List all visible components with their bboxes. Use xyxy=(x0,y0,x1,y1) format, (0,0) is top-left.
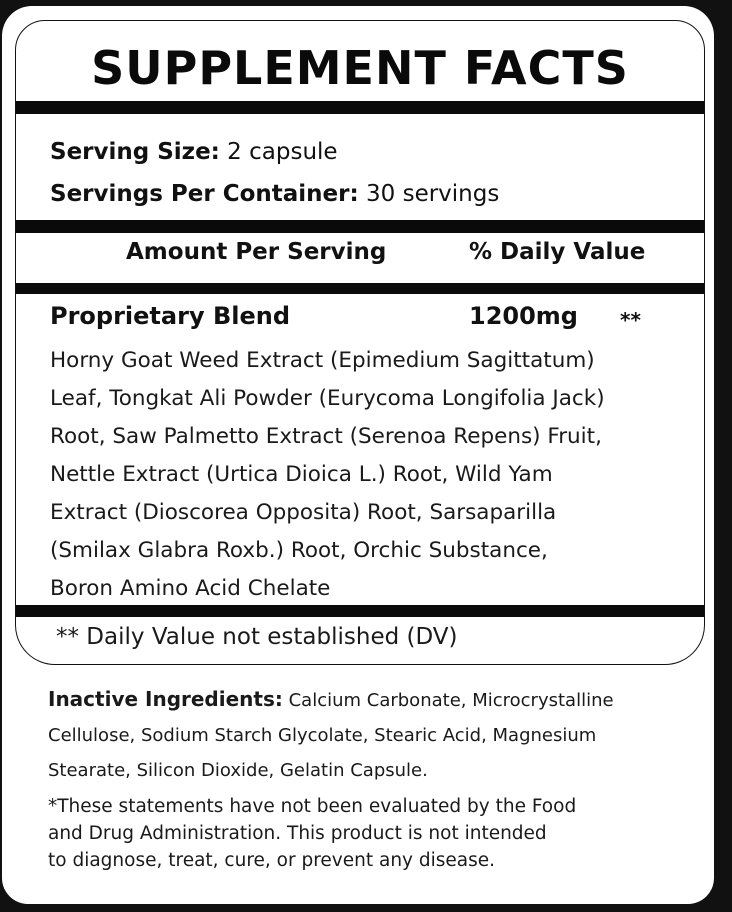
amount-per-serving-header: Amount Per Serving xyxy=(126,239,387,265)
blend-amount: 1200mg xyxy=(469,302,578,330)
serving-size xyxy=(50,131,499,173)
divider-thick xyxy=(16,220,704,233)
servings-per-container-label: Servings Per Container: xyxy=(50,181,359,207)
disclaimer-line: and Drug Administration. This product is not intended xyxy=(48,823,547,844)
disclaimer-line: to diagnose, treat, cure, or prevent any disease. xyxy=(48,850,496,871)
ingredient-line: Horny Goat Weed Extract (Epimedium Sagittatum) xyxy=(50,348,595,373)
divider-thick xyxy=(16,605,704,617)
divider-thick xyxy=(16,283,704,294)
ingredient-line: Nettle Extract (Urtica Dioica L.) Root, Wild Yam xyxy=(50,462,553,487)
servings-per-container-value: 30 servings xyxy=(358,181,500,207)
serving-size-value: 2 capsule xyxy=(219,139,338,165)
serving-size-label: Serving Size: xyxy=(50,139,220,165)
serving-info xyxy=(50,131,499,215)
ingredient-line: Extract (Dioscorea Opposita) Root, Sarsaparilla xyxy=(50,500,557,525)
fda-disclaimer xyxy=(48,793,688,874)
servings-per-container xyxy=(50,173,499,215)
blend-daily-value: ** xyxy=(620,308,641,332)
inactive-line: Calcium Carbonate, Microcrystalline xyxy=(282,690,614,711)
supplement-facts-label xyxy=(2,6,714,904)
blend-name: Proprietary Blend xyxy=(50,302,290,330)
label-title: SUPPLEMENT FACTS xyxy=(91,41,629,95)
daily-value-header: % Daily Value xyxy=(469,239,646,265)
inactive-ingredients xyxy=(48,682,688,788)
inactive-line: Stearate, Silicon Dioxide, Gelatin Capsule. xyxy=(48,760,428,781)
facts-panel xyxy=(15,20,705,665)
blend-ingredients xyxy=(50,342,690,608)
ingredient-line: Boron Amino Acid Chelate xyxy=(50,576,331,601)
disclaimer-line: *These statements have not been evaluated by the Food xyxy=(48,796,577,817)
inactive-ingredients-label: Inactive Ingredients: xyxy=(48,687,283,711)
daily-value-footnote: ** Daily Value not established (DV) xyxy=(56,624,458,650)
inactive-line: Cellulose, Sodium Starch Glycolate, Stearic Acid, Magnesium xyxy=(48,725,597,746)
ingredient-line: Root, Saw Palmetto Extract (Serenoa Repens) Fruit, xyxy=(50,424,602,449)
ingredient-line: Leaf, Tongkat Ali Powder (Eurycoma Longifolia Jack) xyxy=(50,386,605,411)
ingredient-line: (Smilax Glabra Roxb.) Root, Orchic Substance, xyxy=(50,538,548,563)
divider-thick xyxy=(16,101,704,114)
